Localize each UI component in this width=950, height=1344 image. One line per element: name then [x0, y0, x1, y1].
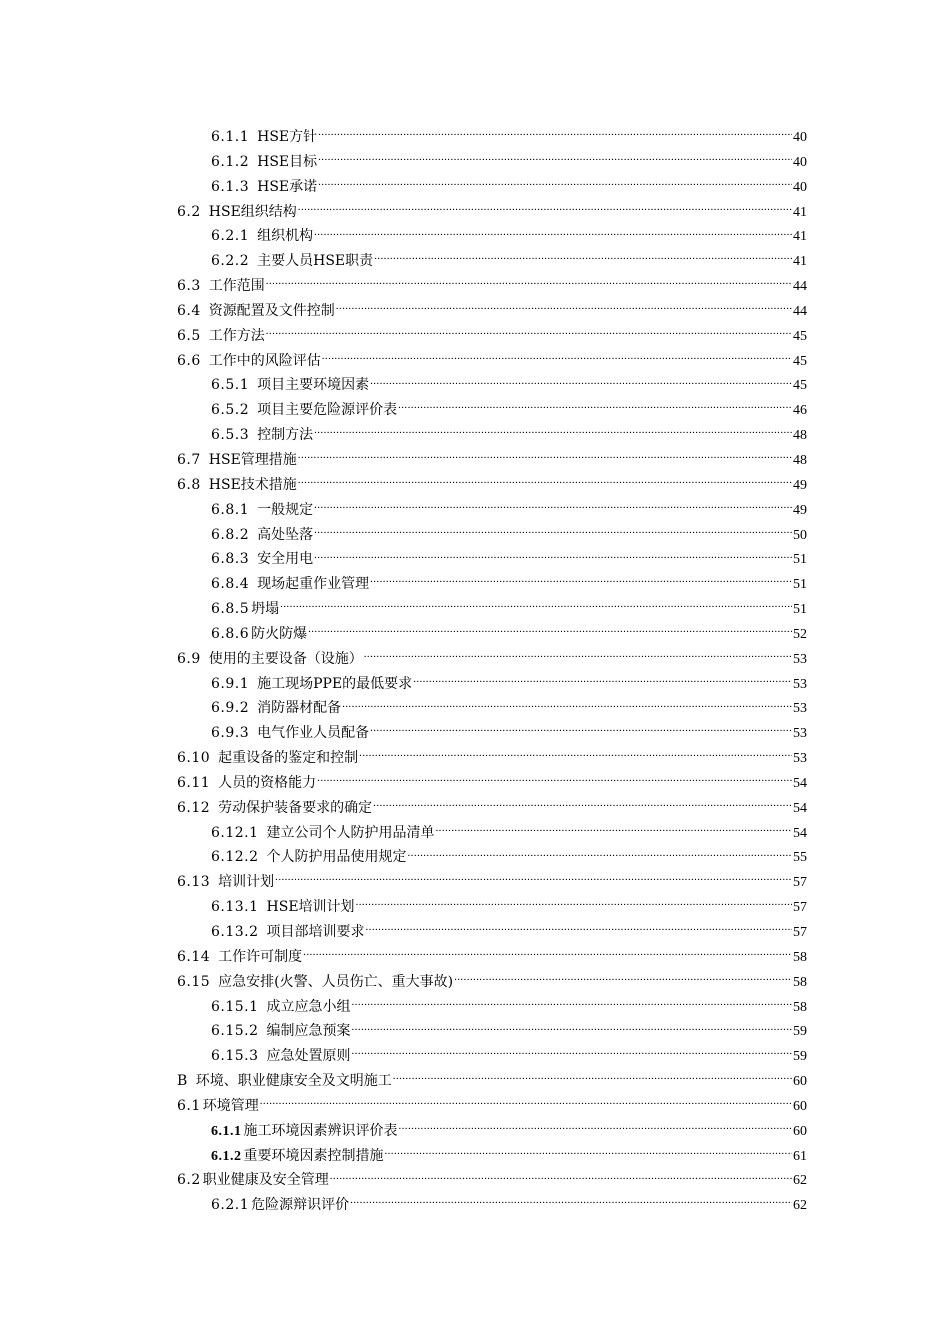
toc-entry-number: 6.5.1: [211, 377, 250, 394]
toc-entry-number: 6.1: [177, 1097, 201, 1114]
toc-entry-title: 高处坠落: [257, 526, 314, 543]
toc-entry-title: 建立公司个人防护用品清单: [266, 824, 435, 841]
toc-entry-number: 6.9: [177, 650, 201, 667]
toc-entry-number: 6.9.1: [211, 675, 250, 692]
toc-entry-title: 个人防护用品使用规定: [266, 849, 407, 866]
toc-entry-title: 电气作业人员配备: [257, 725, 370, 742]
toc-dot-leader: [364, 649, 792, 663]
toc-entry[interactable]: [177, 299, 807, 324]
toc-entry-number: 6.8.3: [211, 551, 250, 568]
toc-entry-title: 环境、职业健康安全及文明施工: [195, 1073, 392, 1090]
toc-page-number: 57: [793, 900, 807, 916]
toc-entry[interactable]: [177, 895, 807, 920]
toc-dot-leader: [342, 698, 792, 712]
toc-dot-leader: [318, 152, 792, 166]
toc-page-number: 62: [793, 1173, 807, 1189]
toc-entry-title: 项目部培训要求: [266, 924, 365, 940]
toc-entry-number: B: [177, 1073, 188, 1090]
toc-entry[interactable]: [177, 1168, 807, 1193]
toc-entry-title: 施工现场PPE的最低要求: [257, 675, 413, 692]
toc-entry-title: 成立应急小组: [266, 998, 351, 1015]
toc-page-number: 53: [793, 701, 807, 717]
toc-entry-title: 主要人员HSE职责: [257, 253, 374, 270]
toc-dot-leader: [322, 351, 792, 365]
toc-entry-number: 6.3: [177, 278, 201, 295]
toc-entry-title: 工作许可制度: [218, 948, 303, 965]
toc-page-number: 40: [793, 154, 807, 170]
toc-entry-title: 职业健康及安全管理: [202, 1172, 329, 1189]
toc-entry[interactable]: [177, 1069, 807, 1094]
toc-entry-number: 6.2.2: [211, 253, 250, 270]
toc-entry[interactable]: [177, 1144, 807, 1169]
toc-page-number: 41: [793, 254, 807, 270]
toc-entry[interactable]: [177, 398, 807, 423]
toc-page-number: 53: [793, 651, 807, 667]
toc-entry-number: 6.10: [177, 750, 211, 767]
toc-entry-title: 重要环境因素控制措施: [243, 1147, 384, 1164]
toc-entry-number: 6.13: [177, 874, 211, 891]
toc-dot-leader: [308, 624, 792, 638]
toc-entry-number: 6.1.2: [211, 153, 250, 170]
toc-page-number: 59: [793, 1024, 807, 1040]
toc-entry[interactable]: [177, 771, 807, 796]
toc-dot-leader: [314, 425, 792, 439]
toc-dot-leader: [413, 674, 792, 688]
toc-entry-title: HSE技术措施: [208, 476, 297, 493]
toc-entry-title: 防火防爆: [251, 625, 308, 642]
toc-entry-number: 6.6: [177, 352, 201, 369]
toc-entry-title: HSE管理措施: [208, 451, 297, 468]
toc-entry[interactable]: [177, 1019, 807, 1044]
toc-entry[interactable]: [177, 274, 807, 299]
toc-page-number: 51: [793, 552, 807, 568]
toc-page-number: 46: [793, 403, 807, 419]
toc-entry-title: HSE目标: [257, 153, 318, 170]
toc-entry-title: 应急安排(火警、人员伤亡、重大事故): [218, 973, 454, 990]
toc-dot-leader: [356, 897, 792, 911]
toc-dot-leader: [352, 1021, 792, 1035]
toc-entry[interactable]: [177, 547, 807, 572]
toc-entry-title: 施工环境因素辨识评价表: [243, 1122, 398, 1139]
toc-dot-leader: [370, 375, 792, 389]
toc-page-number: 62: [793, 1198, 807, 1214]
toc-page-number: 40: [793, 179, 807, 195]
toc-entry-number: 6.2.1: [211, 1197, 250, 1214]
toc-entry[interactable]: [177, 224, 807, 249]
toc-entry-number: 6.8: [177, 476, 201, 493]
toc-page-number: 45: [793, 378, 807, 394]
toc-entry-title: 劳动保护装备要求的确定: [218, 799, 373, 816]
toc-entry-number: 6.4: [177, 302, 201, 319]
toc-page-number: 57: [793, 925, 807, 940]
toc-page-number: 48: [793, 452, 807, 468]
toc-dot-leader: [370, 574, 792, 588]
toc-entry[interactable]: [177, 597, 807, 622]
toc-page-number: 49: [793, 477, 807, 493]
toc-page-number: 44: [793, 303, 807, 319]
toc-entry-title: 起重设备的鉴定和控制: [218, 750, 359, 767]
toc-entry-title: 安全用电: [257, 551, 314, 568]
toc-dot-leader: [336, 301, 792, 315]
toc-entry[interactable]: [177, 746, 807, 771]
toc-entry-number: 6.15.1: [211, 998, 259, 1015]
toc-page-number: 50: [793, 527, 807, 543]
toc-page-number: 51: [793, 602, 807, 618]
toc-page-number: 55: [793, 850, 807, 866]
toc-entry-title: HSE承诺: [257, 178, 318, 195]
toc-dot-leader: [314, 525, 792, 539]
toc-entry-title: 应急处置原则: [266, 1048, 351, 1065]
toc-entry-number: 6.5.2: [211, 402, 250, 419]
toc-entry-title: 工作中的风险评估: [208, 352, 321, 369]
toc-entry[interactable]: [177, 498, 807, 523]
toc-page-number: 45: [793, 353, 807, 369]
toc-entry-title: 工作方法: [208, 327, 265, 344]
toc-entry-title: 组织机构: [257, 228, 314, 245]
toc-dot-leader: [317, 773, 792, 787]
toc-dot-leader: [266, 326, 792, 340]
toc-entry-title: HSE组织结构: [208, 203, 297, 220]
toc-entry[interactable]: [177, 845, 807, 870]
toc-dot-leader: [359, 748, 792, 762]
toc-entry[interactable]: [177, 870, 807, 895]
toc-dot-leader: [318, 127, 792, 141]
toc-dot-leader: [314, 500, 792, 514]
toc-entry-number: 6.12.2: [211, 849, 259, 866]
table-of-contents: [177, 125, 807, 1218]
toc-entry[interactable]: [177, 920, 807, 945]
toc-entry-number: 6.1.1: [211, 1123, 242, 1139]
toc-dot-leader: [298, 202, 792, 216]
toc-entry-title: 使用的主要设备（设施）: [208, 650, 363, 667]
toc-dot-leader: [266, 276, 792, 290]
toc-entry[interactable]: [177, 622, 807, 647]
toc-page-number: 48: [793, 428, 807, 444]
toc-entry-title: 危险源辩识评价: [251, 1197, 350, 1214]
toc-entry[interactable]: [177, 373, 807, 398]
toc-page-number: 54: [793, 775, 807, 791]
toc-entry-title: 培训计划: [218, 874, 275, 891]
toc-page-number: 54: [793, 800, 807, 816]
toc-entry[interactable]: [177, 945, 807, 970]
toc-entry-number: 6.2.1: [211, 228, 250, 245]
toc-entry-title: 一般规定: [257, 501, 314, 518]
toc-dot-leader: [370, 723, 792, 737]
toc-entry-number: 6.1.2: [211, 1148, 242, 1164]
toc-page-number: 52: [793, 626, 807, 642]
toc-entry-number: 6.9.2: [211, 700, 250, 717]
toc-entry-title: 项目主要环境因素: [257, 377, 370, 394]
toc-entry[interactable]: [177, 995, 807, 1020]
toc-page-number: 54: [793, 825, 807, 841]
toc-entry-number: 6.15.3: [211, 1048, 259, 1065]
toc-page-number: 53: [793, 751, 807, 767]
toc-entry-number: 6.14: [177, 948, 211, 965]
toc-entry-title: 控制方法: [257, 427, 314, 444]
toc-page-number: 58: [793, 999, 807, 1015]
toc-entry-number: 6.8.5: [211, 601, 250, 618]
toc-dot-leader: [314, 226, 792, 240]
toc-dot-leader: [314, 549, 792, 563]
toc-entry[interactable]: [177, 672, 807, 697]
toc-entry-title: HSE培训计划: [266, 899, 355, 916]
toc-entry[interactable]: [177, 349, 807, 374]
toc-page-number: 61: [793, 1148, 807, 1164]
toc-page-number: 53: [793, 726, 807, 742]
toc-dot-leader: [275, 872, 792, 886]
toc-entry[interactable]: [177, 696, 807, 721]
toc-dot-leader: [298, 475, 792, 489]
toc-entry-title: 人员的资格能力: [218, 774, 317, 791]
toc-page-number: 60: [793, 1074, 807, 1090]
toc-dot-leader: [260, 1096, 792, 1110]
toc-dot-leader: [398, 400, 792, 414]
toc-page-number: 58: [793, 949, 807, 965]
toc-entry[interactable]: [177, 721, 807, 746]
toc-entry-number: 6.11: [177, 774, 211, 791]
toc-entry[interactable]: [177, 1193, 807, 1218]
toc-dot-leader: [436, 823, 792, 837]
toc-page-number: 51: [793, 577, 807, 593]
toc-entry-title: 现场起重作业管理: [257, 576, 370, 593]
toc-entry[interactable]: [177, 324, 807, 349]
toc-entry-title: 编制应急预案: [266, 1023, 351, 1040]
toc-entry[interactable]: [177, 175, 807, 200]
toc-entry-number: 6.12.1: [211, 824, 259, 841]
toc-dot-leader: [318, 177, 792, 191]
toc-dot-leader: [393, 1071, 792, 1085]
toc-entry-number: 6.13.2: [211, 924, 259, 940]
toc-dot-leader: [385, 1146, 793, 1160]
toc-entry-number: 6.5.3: [211, 427, 250, 444]
toc-entry[interactable]: [177, 821, 807, 846]
toc-entry[interactable]: [177, 150, 807, 175]
toc-entry-title: 资源配置及文件控制: [208, 302, 335, 319]
toc-entry-number: 6.8.2: [211, 526, 250, 543]
toc-dot-leader: [350, 1195, 792, 1209]
toc-dot-leader: [454, 972, 792, 986]
toc-page-number: 45: [793, 328, 807, 344]
toc-dot-leader: [352, 1046, 792, 1060]
toc-entry[interactable]: [177, 423, 807, 448]
toc-entry-number: 6.8.4: [211, 576, 250, 593]
toc-entry[interactable]: [177, 647, 807, 672]
toc-page-number: 58: [793, 974, 807, 990]
toc-entry-title: 坍塌: [251, 601, 280, 618]
toc-entry-number: 6.13.1: [211, 899, 259, 916]
toc-entry-title: 项目主要危险源评价表: [257, 402, 398, 419]
toc-entry[interactable]: [177, 448, 807, 473]
toc-entry-title: 工作范围: [208, 278, 265, 295]
toc-entry-title: HSE方针: [257, 129, 318, 145]
toc-entry-number: 6.7: [177, 451, 201, 468]
toc-entry[interactable]: [177, 796, 807, 821]
toc-entry[interactable]: [177, 572, 807, 597]
toc-entry-number: 6.8.1: [211, 501, 250, 518]
toc-dot-leader: [408, 847, 792, 861]
toc-entry[interactable]: [177, 970, 807, 995]
toc-entry-number: 6.15: [177, 973, 211, 990]
toc-entry-number: 6.1.3: [211, 178, 250, 195]
toc-entry[interactable]: [177, 473, 807, 498]
toc-dot-leader: [298, 450, 792, 464]
toc-entry[interactable]: [177, 1044, 807, 1069]
toc-entry-number: 6.8.6: [211, 625, 250, 642]
toc-dot-leader: [352, 997, 792, 1011]
toc-page-number: 59: [793, 1049, 807, 1065]
toc-page-number: 53: [793, 676, 807, 692]
toc-dot-leader: [280, 599, 792, 613]
toc-entry-title: 环境管理: [202, 1097, 259, 1114]
toc-page-number: 57: [793, 875, 807, 891]
toc-entry[interactable]: [177, 200, 807, 225]
toc-page-number: 44: [793, 279, 807, 295]
toc-dot-leader: [303, 947, 792, 961]
toc-dot-leader: [366, 922, 792, 936]
toc-dot-leader: [399, 1121, 793, 1135]
toc-entry-number: 6.9.3: [211, 725, 250, 742]
toc-dot-leader: [330, 1170, 792, 1184]
toc-entry[interactable]: [177, 523, 807, 548]
toc-dot-leader: [374, 251, 792, 265]
toc-entry-number: 6.2: [177, 203, 201, 220]
toc-page-number: 41: [793, 229, 807, 245]
toc-page-number: 40: [793, 130, 807, 145]
toc-entry[interactable]: [177, 1094, 807, 1119]
toc-entry-number: 6.12: [177, 799, 211, 816]
toc-page-number: 49: [793, 502, 807, 518]
toc-entry[interactable]: [177, 249, 807, 274]
toc-entry-title: 消防器材配备: [257, 700, 342, 717]
toc-dot-leader: [373, 798, 792, 812]
toc-entry-number: 6.5: [177, 327, 201, 344]
toc-page-number: 60: [793, 1123, 807, 1139]
toc-entry-number: 6.1.1: [211, 129, 250, 145]
toc-entry[interactable]: [177, 125, 807, 150]
toc-entry[interactable]: [177, 1119, 807, 1144]
toc-entry-number: 6.15.2: [211, 1023, 259, 1040]
toc-page-number: 41: [793, 204, 807, 220]
toc-entry-number: 6.2: [177, 1172, 201, 1189]
toc-page-number: 60: [793, 1098, 807, 1114]
